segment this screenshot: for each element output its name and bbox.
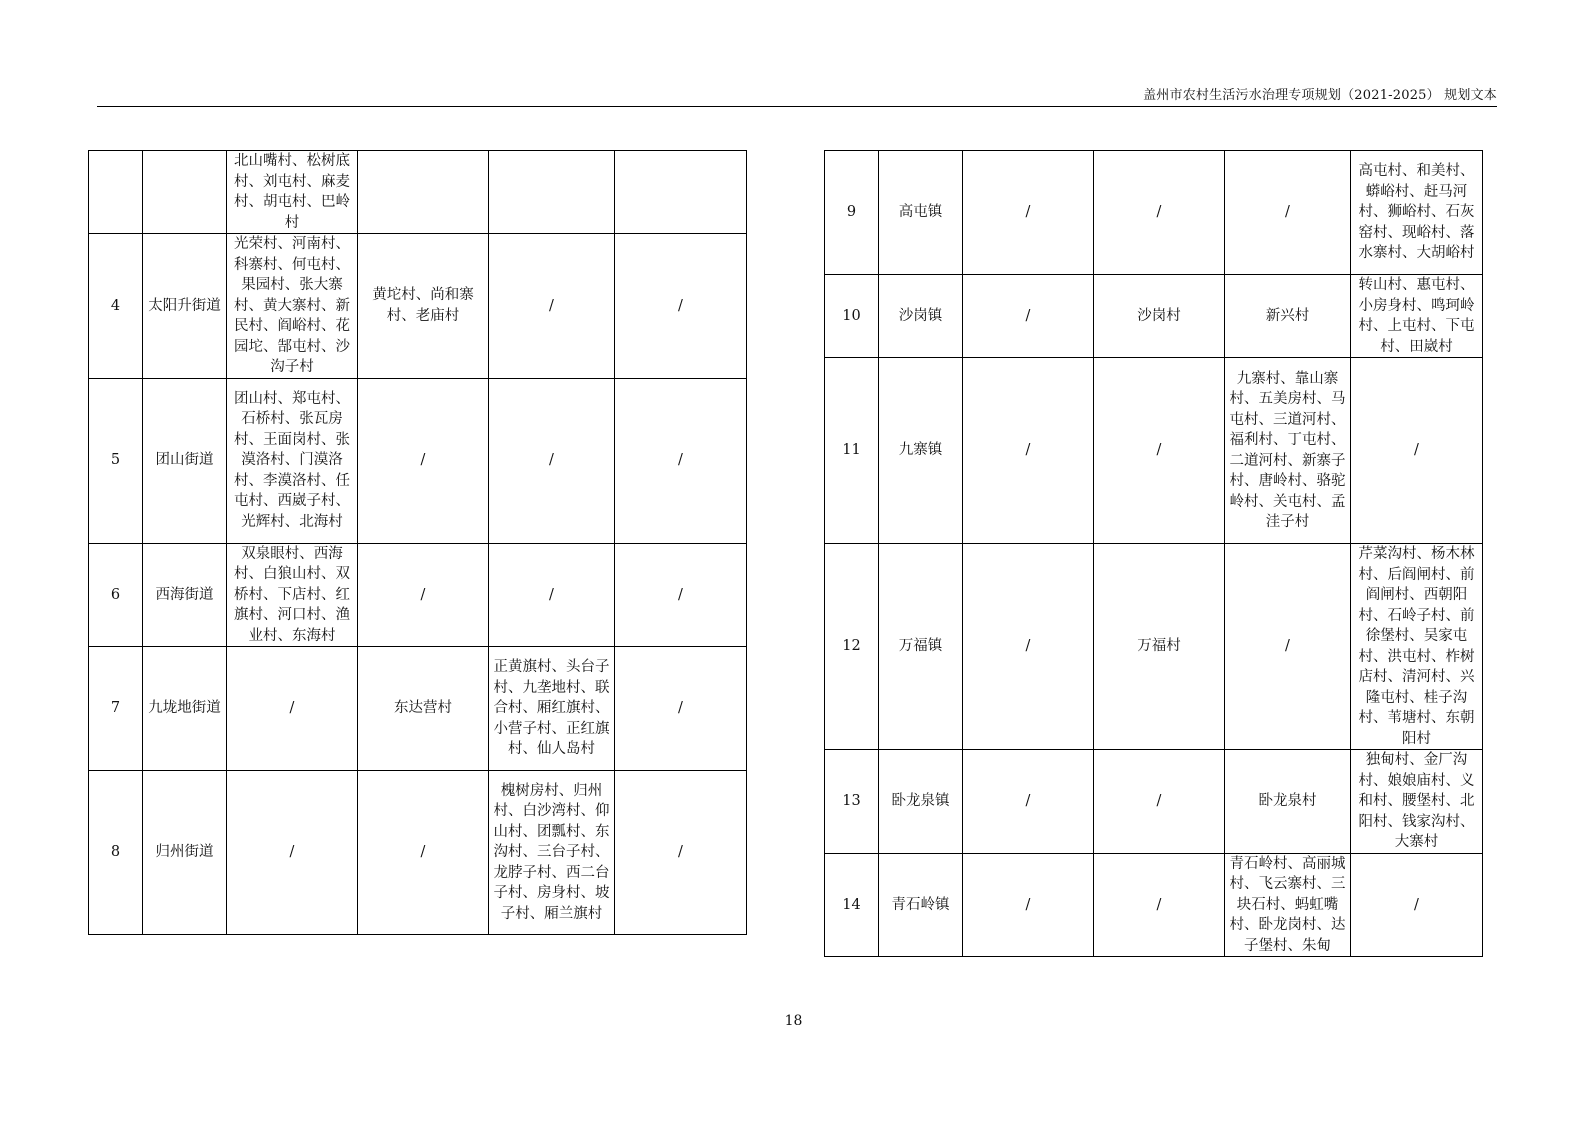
row-number-cell: 14 — [825, 853, 879, 957]
left-village-table — [88, 150, 747, 935]
village-list-cell: / — [358, 378, 489, 543]
village-list-cell: / — [1351, 358, 1483, 544]
village-list-cell: / — [963, 544, 1094, 750]
row-number-cell: 12 — [825, 544, 879, 750]
town-name-cell: 高屯镇 — [879, 151, 963, 275]
table-row — [825, 275, 1483, 358]
village-list-cell: 新兴村 — [1225, 275, 1351, 358]
village-list-cell: / — [963, 750, 1094, 854]
village-list-cell: / — [615, 543, 747, 647]
town-name-cell: 万福镇 — [879, 544, 963, 750]
village-list-cell: 转山村、惠屯村、小房身村、鸣珂岭村、上屯村、下屯村、田崴村 — [1351, 275, 1483, 358]
table-row — [825, 750, 1483, 854]
village-list-cell: / — [615, 771, 747, 935]
village-list-cell: / — [1094, 750, 1225, 854]
village-list-cell: / — [1094, 853, 1225, 957]
village-list-cell — [615, 151, 747, 234]
village-list-cell: / — [358, 771, 489, 935]
village-list-cell: / — [1351, 853, 1483, 957]
village-list-cell: / — [963, 275, 1094, 358]
document-title: 盖州市农村生活污水治理专项规划（2021-2025） 规划文本 — [1143, 88, 1497, 103]
village-list-cell: 独甸村、金厂沟村、娘娘庙村、义和村、腰堡村、北阳村、钱家沟村、大寨村 — [1351, 750, 1483, 854]
village-list-cell: 芹菜沟村、杨木林村、后阎闸村、前阎闸村、西朝阳村、石岭子村、前徐堡村、吴家屯村、洪屯村、柞树店村、清河村、兴隆屯村、桂子沟村、苇塘村、东朝阳村 — [1351, 544, 1483, 750]
village-list-cell: 黄坨村、尚和寨村、老庙村 — [358, 234, 489, 379]
village-list-cell: 青石岭村、高丽城村、飞云寨村、三块石村、蚂虹嘴村、卧龙岗村、达子堡村、朱甸 — [1225, 853, 1351, 957]
table-row — [89, 234, 747, 379]
row-number-cell: 6 — [89, 543, 143, 647]
village-list-cell: / — [489, 378, 615, 543]
village-list-cell: / — [1225, 151, 1351, 275]
row-number-cell — [89, 151, 143, 234]
village-list-cell: 光荣村、河南村、科寨村、何屯村、果园村、张大寨村、黄大寨村、新民村、阎峪村、花园坨、郜屯村、沙沟子村 — [227, 234, 358, 379]
village-list-cell: / — [358, 543, 489, 647]
page-header — [97, 84, 1497, 107]
table-row — [89, 543, 747, 647]
town-name-cell: 青石岭镇 — [879, 853, 963, 957]
village-list-cell: / — [963, 358, 1094, 544]
village-list-cell — [489, 151, 615, 234]
village-list-cell: 高屯村、和美村、蟒峪村、赶马河村、狮峪村、石灰窑村、现峪村、落水寨村、大胡峪村 — [1351, 151, 1483, 275]
village-list-cell: / — [615, 647, 747, 771]
village-list-cell: / — [227, 771, 358, 935]
row-number-cell: 13 — [825, 750, 879, 854]
town-name-cell: 西海街道 — [143, 543, 227, 647]
row-number-cell: 9 — [825, 151, 879, 275]
village-list-cell: 双泉眼村、西海村、白狼山村、双桥村、下店村、红旗村、河口村、渔业村、东海村 — [227, 543, 358, 647]
village-list-cell: / — [1094, 151, 1225, 275]
table-row — [89, 647, 747, 771]
village-list-cell: / — [1225, 544, 1351, 750]
right-village-table — [824, 150, 1483, 957]
town-name-cell: 九寨镇 — [879, 358, 963, 544]
town-name-cell: 归州街道 — [143, 771, 227, 935]
row-number-cell: 5 — [89, 378, 143, 543]
table-row — [89, 378, 747, 543]
village-list-cell: / — [227, 647, 358, 771]
table-row — [825, 853, 1483, 957]
table-row — [825, 151, 1483, 275]
town-name-cell: 卧龙泉镇 — [879, 750, 963, 854]
village-list-cell: / — [489, 234, 615, 379]
village-list-cell: / — [615, 378, 747, 543]
village-list-cell: 槐树房村、归州村、白沙湾村、仰山村、团瓢村、东沟村、三台子村、龙脖子村、西二台子村、房身村、坡子村、厢兰旗村 — [489, 771, 615, 935]
table-row — [825, 358, 1483, 544]
row-number-cell: 8 — [89, 771, 143, 935]
town-name-cell: 沙岗镇 — [879, 275, 963, 358]
village-list-cell: 卧龙泉村 — [1225, 750, 1351, 854]
village-list-cell: / — [963, 151, 1094, 275]
village-list-cell — [358, 151, 489, 234]
town-name-cell: 九垅地街道 — [143, 647, 227, 771]
village-list-cell: 正黄旗村、头台子村、九垄地村、联合村、厢红旗村、小营子村、正红旗村、仙人岛村 — [489, 647, 615, 771]
row-number-cell: 4 — [89, 234, 143, 379]
village-list-cell: 团山村、郑屯村、石桥村、张瓦房村、王面岗村、张漠洛村、门漠洛村、李漠洛村、任屯村、西崴子村、光辉村、北海村 — [227, 378, 358, 543]
village-list-cell: 万福村 — [1094, 544, 1225, 750]
page-number: 18 — [784, 1013, 803, 1029]
village-list-cell: 北山嘴村、松树底村、刘屯村、麻麦村、胡屯村、巴岭村 — [227, 151, 358, 234]
row-number-cell: 10 — [825, 275, 879, 358]
village-list-cell: 九寨村、靠山寨村、五美房村、马屯村、三道河村、福利村、丁屯村、二道河村、新寨子村、唐岭村、骆驼岭村、关屯村、孟洼子村 — [1225, 358, 1351, 544]
town-name-cell: 团山街道 — [143, 378, 227, 543]
table-row — [825, 544, 1483, 750]
town-name-cell — [143, 151, 227, 234]
row-number-cell: 7 — [89, 647, 143, 771]
village-list-cell: / — [1094, 358, 1225, 544]
table-row — [89, 771, 747, 935]
row-number-cell: 11 — [825, 358, 879, 544]
village-list-cell: / — [615, 234, 747, 379]
village-list-cell: 东达营村 — [358, 647, 489, 771]
village-list-cell: 沙岗村 — [1094, 275, 1225, 358]
village-list-cell: / — [963, 853, 1094, 957]
table-row — [89, 151, 747, 234]
village-list-cell: / — [489, 543, 615, 647]
town-name-cell: 太阳升街道 — [143, 234, 227, 379]
